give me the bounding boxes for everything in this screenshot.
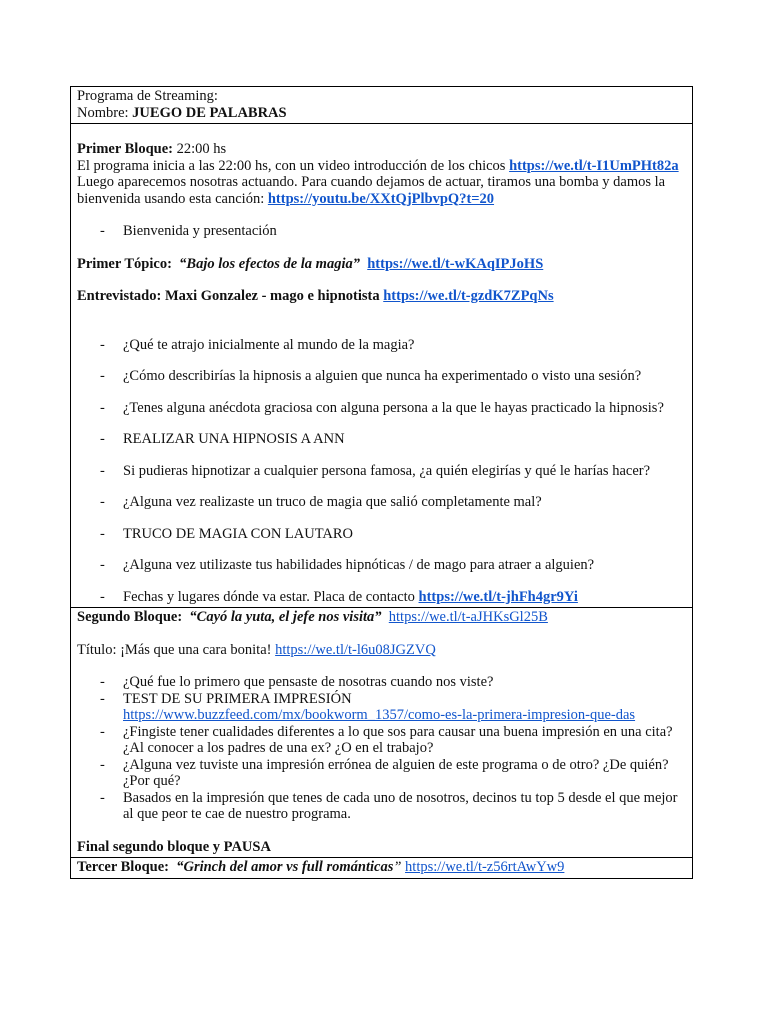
second-block-cell xyxy=(71,608,692,858)
interviewee-text: Entrevistado: Maxi Gonzalez - mago e hipnotista xyxy=(77,288,380,304)
list-item: - Fechas y lugares dónde va estar. Placa de contacto https://we.tl/t-jhFh4gr9Yi xyxy=(100,588,578,605)
third-block-label: Tercer Bloque: xyxy=(77,859,169,875)
list-item: - ¿Fingiste tener cualidades diferentes a lo que sos para causar una buena impresión en una cita? ¿Al conocer a los padres de una ex? ¿O en el trabajo? xyxy=(100,723,673,756)
bomb-paragraph xyxy=(77,174,686,207)
list-item: - Basados en la impresión que tenes de cada uno de nosotros, decinos tu top 5 desde el que mejor al que peor te cae de nuestro programa. xyxy=(100,789,678,822)
second-block-link[interactable]: https://we.tl/t-aJHKsGl25B xyxy=(388,609,548,625)
first-block-time: 22:00 hs xyxy=(176,141,227,157)
first-topic-line xyxy=(77,256,686,273)
third-block-title-quote: ” xyxy=(393,859,402,875)
intro-video-link[interactable]: https://we.tl/t-I1UmPHt82a xyxy=(509,157,679,174)
subtitle-text: Título: ¡Más que una cara bonita! xyxy=(77,641,272,658)
first-topic-label: Primer Tópico: xyxy=(77,255,172,272)
intro-text: El programa inicia a las 22:00 hs, con un video introducción de los chicos xyxy=(77,157,506,174)
schedule-table xyxy=(70,86,693,879)
third-block-heading xyxy=(77,859,686,876)
welcome-item: Bienvenida y presentación xyxy=(123,223,277,239)
first-block-cell xyxy=(71,124,692,608)
subtitle-line xyxy=(77,642,686,659)
list-item: - Bienvenida y presentación xyxy=(100,223,277,239)
first-topic-title: “Bajo los efectos de la magia” xyxy=(179,255,360,272)
list-item: - ¿Tenes alguna anécdota graciosa con alguna persona a la que le hayas practicado la hipnosis? xyxy=(100,399,664,416)
interviewee-link[interactable]: https://we.tl/t-gzdK7ZPqNs xyxy=(383,288,554,304)
program-name: JUEGO DE PALABRAS xyxy=(132,104,287,121)
second-block-title: “Cayó la yuta, el jefe nos visita” xyxy=(189,609,382,625)
list-item: - ¿Cómo describirías la hipnosis a alguien que nunca ha experimentado o visto una sesión? xyxy=(100,368,642,384)
intro-paragraph xyxy=(77,158,686,175)
first-block-label: Primer Bloque: xyxy=(77,141,173,157)
list-item: - ¿Alguna vez realizaste un truco de magia que salió completamente mal? xyxy=(100,494,542,510)
second-block-end: Final segundo bloque y PAUSA xyxy=(77,838,271,855)
third-block-title: “Grinch del amor vs full románticas xyxy=(176,859,394,875)
subtitle-link[interactable]: https://we.tl/t-l6u08JGZVQ xyxy=(275,641,436,658)
third-block-cell xyxy=(71,858,692,878)
bomb-text: Luego aparecemos nosotras actuando. Para cuando dejamos de actuar, tiramos una bomba y damos la bienvenida usando esta canción: xyxy=(77,174,666,207)
welcome-list xyxy=(77,223,686,240)
third-block-link[interactable]: https://we.tl/t-z56rtAwYw9 xyxy=(405,859,565,875)
list-item: - Si pudieras hipnotizar a cualquier persona famosa, ¿a quién elegirías y qué le harías hacer? xyxy=(100,462,651,479)
name-label: Nombre: xyxy=(77,104,129,121)
contact-link[interactable]: https://we.tl/t-jhFh4gr9Yi xyxy=(418,588,578,605)
song-link[interactable]: https://youtu.be/XXtQjPlbvpQ?t=20 xyxy=(267,190,495,207)
interview-questions-list xyxy=(77,337,686,606)
first-block-heading xyxy=(77,141,686,158)
list-item: - REALIZAR UNA HIPNOSIS A ANN xyxy=(100,431,345,447)
list-item: - ¿Alguna vez tuviste una impresión errónea de alguien de este programa o de otro? ¿De quién? ¿Por qué? xyxy=(100,756,669,789)
header-cell xyxy=(71,87,692,124)
second-block-questions xyxy=(77,674,686,823)
second-block-label: Segundo Bloque: xyxy=(77,609,183,625)
contact-text: Fechas y lugares dónde va estar. Placa de contacto xyxy=(123,588,415,605)
list-item: - ¿Qué fue lo primero que pensaste de nosotras cuando nos viste? xyxy=(100,674,494,690)
program-name-line xyxy=(77,105,686,122)
list-item: - TRUCO DE MAGIA CON LAUTARO xyxy=(100,525,354,542)
test-link[interactable]: https://www.buzzfeed.com/mx/bookworm_1357/como-es-la-primera-impresion-que-das xyxy=(123,707,636,723)
list-item: - ¿Qué te atrajo inicialmente al mundo de la magia? xyxy=(100,336,415,353)
second-block-heading xyxy=(77,609,686,626)
test-label: TEST DE SU PRIMERA IMPRESIÓN xyxy=(123,690,352,707)
program-label: Programa de Streaming: xyxy=(77,88,218,104)
first-topic-link[interactable]: https://we.tl/t-wKAqIPJoHS xyxy=(367,255,544,272)
interviewee-line xyxy=(77,288,686,305)
list-item: - ¿Alguna vez utilizaste tus habilidades hipnóticas / de mago para atraer a alguien? xyxy=(100,557,595,573)
list-item: - TEST DE SU PRIMERA IMPRESIÓN https://www.buzzfeed.com/mx/bookworm_1357/como-es-la-primera-impresion-que-das xyxy=(100,690,636,723)
